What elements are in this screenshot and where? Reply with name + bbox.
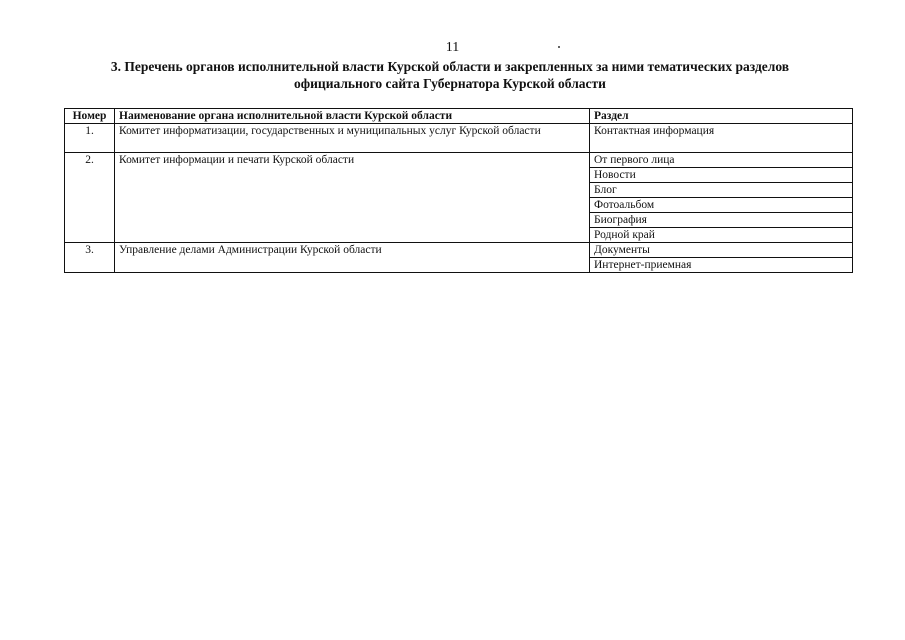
- row-organ: Комитет информатизации, государственных и муниципальных услуг Курской области: [115, 124, 590, 153]
- row-section: Родной край: [590, 228, 853, 243]
- scan-speck: [558, 46, 560, 48]
- row-section: Интернет-приемная: [590, 258, 853, 273]
- row-organ: Комитет информации и печати Курской области: [115, 153, 590, 243]
- row-section: Новости: [590, 168, 853, 183]
- row-number: 2.: [65, 153, 115, 243]
- row-section: Документы: [590, 243, 853, 258]
- page-number: 11: [445, 40, 460, 55]
- table-row: [65, 153, 853, 168]
- heading-line-2: официального сайта Губернатора Курской области: [294, 76, 606, 91]
- heading-line-1: 3. Перечень органов исполнительной власти Курской области и закрепленных за ними тематических разделов: [110, 59, 790, 74]
- row-number: 3.: [65, 243, 115, 273]
- table-row: [65, 243, 853, 258]
- organs-table: [64, 108, 853, 273]
- table-header-row: [65, 109, 853, 124]
- header-organ: Наименование органа исполнительной власти Курской области: [115, 109, 590, 124]
- table-row: [65, 124, 853, 153]
- header-section: Раздел: [590, 109, 853, 124]
- row-number: 1.: [65, 124, 115, 153]
- document-heading: [55, 58, 845, 92]
- row-organ: Управление делами Администрации Курской области: [115, 243, 590, 273]
- header-number: Номер: [65, 109, 115, 124]
- row-section: Контактная информация: [590, 124, 853, 153]
- row-section: Фотоальбом: [590, 198, 853, 213]
- row-section: Биография: [590, 213, 853, 228]
- row-section: От первого лица: [590, 153, 853, 168]
- row-section: Блог: [590, 183, 853, 198]
